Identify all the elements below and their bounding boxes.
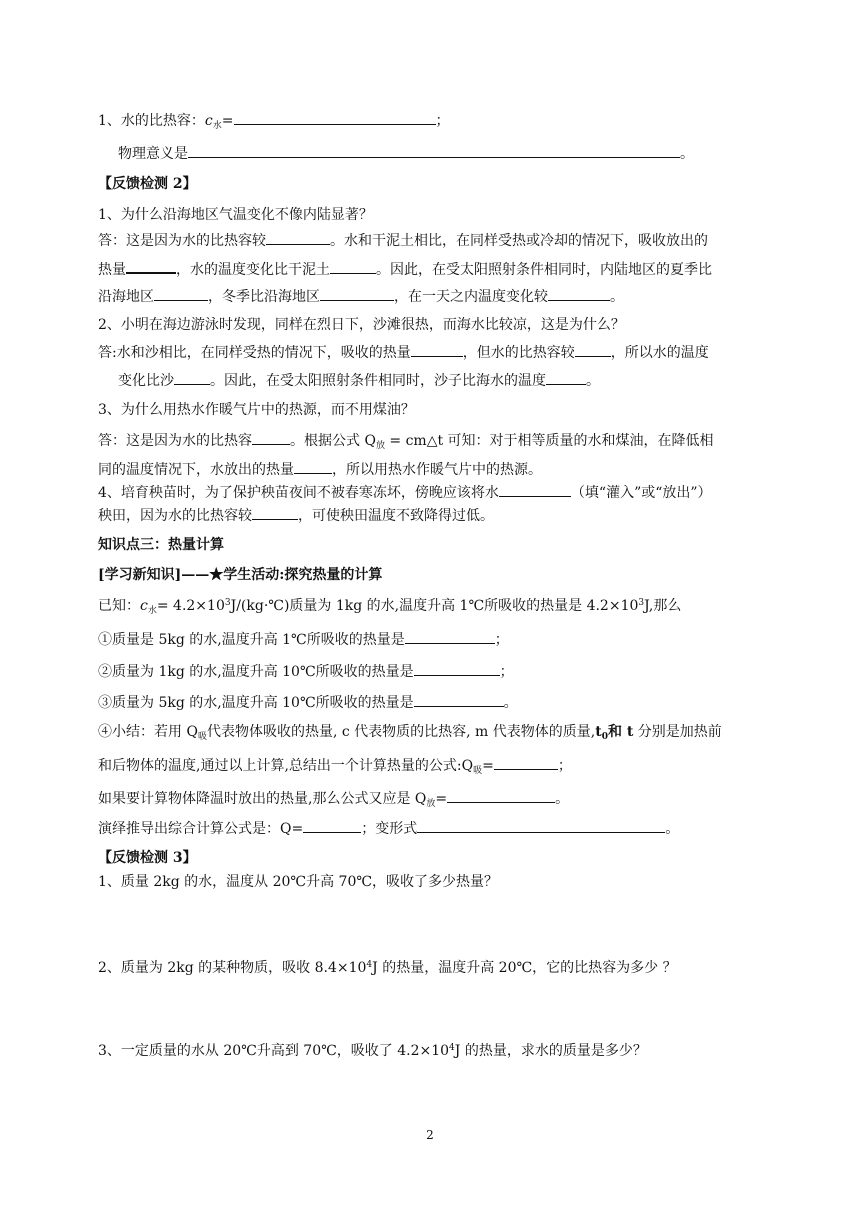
answer-1-line-2 [98, 258, 712, 280]
subscript: 0 [601, 732, 608, 742]
blank[interactable] [548, 286, 610, 301]
text: 沿海地区 [98, 289, 154, 305]
text: = [435, 791, 448, 807]
text: 秧田，因为水的比热容较 [98, 508, 252, 524]
text: ，但水的比热容较 [462, 345, 575, 361]
subscript: 放 [426, 799, 436, 809]
page-number: 2 [426, 1128, 434, 1142]
blank[interactable] [303, 818, 361, 833]
blank[interactable] [499, 482, 571, 497]
text: ，在一天之内温度变化较 [394, 289, 548, 305]
superscript: 3 [638, 598, 645, 608]
subscript: 吸 [197, 732, 207, 742]
blank[interactable] [330, 259, 376, 274]
text: ，可使秧田温度不致降得过低。 [298, 508, 494, 524]
text: 。因此，在受太阳照射条件相同时，沙子比海水的温度 [210, 373, 546, 389]
text: 热量 [98, 262, 126, 278]
text: ②质量为 1kg 的水,温度升高 10℃所吸收的热量是 [98, 664, 414, 680]
text: ，冬季比沿海地区 [208, 289, 320, 305]
feedback-2-heading: 【反馈检测 2】 [98, 176, 197, 192]
subscript: 水 [212, 121, 222, 131]
feedback-3-heading: 【反馈检测 3】 [98, 850, 197, 866]
text: （填“灌入”或“放出”） [570, 485, 712, 501]
superscript: 4 [366, 960, 373, 970]
text: ； [499, 664, 514, 680]
blank[interactable] [266, 230, 330, 245]
answer-2-line-2 [118, 370, 600, 391]
subscript: 吸 [473, 766, 483, 776]
answer-1-line-3 [98, 286, 624, 307]
item-4-line-2 [98, 755, 572, 778]
text: 分别是加热前 [633, 724, 722, 740]
text: 答：这是因为水的比热容较 [98, 233, 266, 249]
item-1 [98, 629, 509, 650]
general-formula-line [98, 818, 679, 839]
blank[interactable] [252, 430, 290, 445]
item-4-line-1 [98, 722, 722, 744]
text: 答：这是因为水的比热容 [98, 433, 252, 449]
blank[interactable] [188, 143, 680, 158]
text: 3、一定质量的水从 20℃升高到 70℃，吸收了 4.2×10 [98, 1043, 450, 1059]
text: J 的热量，温度升高 20℃，它的比热容为多少 ？ [372, 960, 677, 976]
text: J,那么 [644, 598, 682, 614]
text: ，所以用热水作暖气片中的热源。 [332, 462, 542, 478]
blank[interactable] [234, 110, 436, 125]
text: 。 [503, 695, 518, 711]
item-3 [98, 692, 518, 713]
t0-symbol: t [595, 724, 602, 740]
knowledge-point-3-heading: 知识点三：热量计算 [98, 537, 224, 553]
given-line [98, 596, 681, 618]
text: J 的热量，求水的质量是多少？ [454, 1043, 647, 1059]
blank[interactable] [414, 661, 500, 676]
blank[interactable] [294, 459, 332, 474]
c-symbol: c [204, 113, 213, 129]
answer-1-line-1 [98, 230, 708, 251]
text: 物理意义是 [118, 146, 188, 162]
text: 已知： [98, 598, 140, 614]
text: 。 [586, 373, 600, 389]
text: 和后物体的温度,通过以上计算,总结出一个计算热量的公式:Q [98, 758, 474, 774]
specific-heat-line [98, 110, 450, 133]
text: 。 [680, 146, 694, 162]
text: ；变形式 [361, 821, 418, 837]
blank[interactable] [417, 818, 665, 833]
text: 。 [555, 791, 570, 807]
text: 和 t [607, 724, 634, 740]
text: = [221, 113, 234, 129]
blank[interactable] [154, 286, 208, 301]
text: 变化比沙 [118, 373, 174, 389]
answer-3-line-1 [98, 430, 714, 453]
blank[interactable] [405, 629, 495, 644]
blank[interactable] [494, 755, 558, 770]
blank[interactable] [320, 286, 394, 301]
blank[interactable] [252, 505, 298, 520]
text: ； [435, 113, 450, 129]
text: 4、培育秧苗时，为了保护秧苗夜间不被春寒冻坏，傍晚应该将水 [98, 485, 499, 501]
question-4-line-1 [98, 482, 712, 503]
item-2 [98, 661, 514, 682]
physical-meaning-line [118, 143, 694, 164]
text: = [482, 758, 494, 774]
text: ③质量为 5kg 的水,温度升高 10℃所吸收的热量是 [98, 695, 414, 711]
subscript: 放 [375, 441, 385, 451]
text: 。根据公式 Q [290, 433, 376, 449]
text: 同的温度情况下，水放出的热量 [98, 462, 294, 478]
heat-released-line [98, 788, 569, 811]
blank[interactable] [575, 342, 611, 357]
exercise-2 [98, 958, 677, 980]
text: J/(kg·℃)质量为 1kg 的水,温度升高 1℃所吸收的热量是 4.2×10 [230, 598, 639, 614]
question-2: 2、小明在海边游泳时发现，同样在烈日下，沙滩很热，而海水比较凉，这是为什么？ [98, 317, 625, 333]
subscript: 水 [147, 606, 157, 616]
blank[interactable] [411, 342, 463, 357]
blank[interactable] [126, 258, 176, 274]
text: 。 [665, 821, 680, 837]
text: 1、水的比热容： [98, 113, 205, 129]
question-4-line-2 [98, 505, 494, 526]
exercise-1: 1、质量 2kg 的水，温度从 20℃升高 70℃，吸收了多少热量？ [98, 874, 499, 890]
text: = 4.2×10 [156, 598, 225, 614]
answer-2-line-1 [98, 342, 709, 363]
c-symbol: c [140, 598, 148, 614]
question-3: 3、为什么用热水作暖气片中的热源，而不用煤油？ [98, 402, 415, 418]
superscript: 3 [224, 598, 231, 608]
blank[interactable] [447, 788, 555, 803]
text: ； [557, 758, 572, 774]
text: ，水的温度变化比干泥土 [176, 262, 330, 278]
text: 演绎推导出综合计算公式是：Q= [98, 821, 304, 837]
answer-3-line-2 [98, 459, 542, 480]
text: 2、质量为 2kg 的某种物质，吸收 8.4×10 [98, 960, 367, 976]
student-activity-heading: [学习新知识]——★学生活动:探究热量的计算 [98, 567, 383, 583]
exercise-3 [98, 1041, 647, 1063]
superscript: 4 [449, 1043, 455, 1053]
blank[interactable] [546, 370, 586, 385]
blank[interactable] [174, 370, 210, 385]
text: ； [494, 632, 509, 648]
text: 。水和干泥土相比，在同样受热或冷却的情况下，吸收放出的 [330, 233, 708, 249]
question-1: 1、为什么沿海地区气温变化不像内陆显著？ [98, 207, 373, 223]
text: ①质量是 5kg 的水,温度升高 1℃所吸收的热量是 [98, 632, 405, 648]
text: ，所以水的温度 [610, 345, 709, 361]
text: 如果要计算物体降温时放出的热量,那么公式又应是 Q [98, 791, 427, 807]
text: 代表物体吸收的热量, c 代表物质的比热容, m 代表物体的质量, [206, 724, 596, 740]
text: ④小结：若用 Q [98, 724, 198, 740]
text: 答:水和沙相比，在同样受热的情况下，吸收的热量 [98, 345, 411, 361]
text: = cm△t 可知：对于相等质量的水和煤油，在降低相 [384, 433, 714, 449]
blank[interactable] [414, 692, 504, 707]
text: 。因此，在受太阳照射条件相同时，内陆地区的夏季比 [376, 262, 712, 278]
text: 。 [610, 289, 624, 305]
